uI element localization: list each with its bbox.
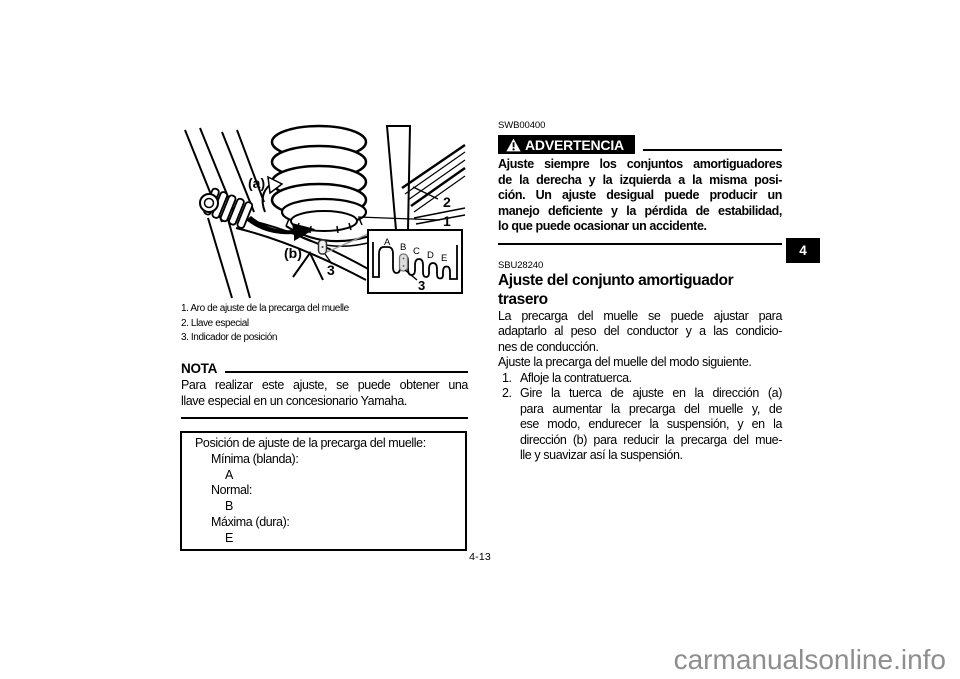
step-2-line-3: ese modo, endurecer la suspensión, y en la bbox=[520, 417, 782, 431]
section-title-line-2: trasero bbox=[498, 290, 548, 308]
warning-triangle-icon bbox=[506, 138, 521, 152]
para2-line: Ajuste la precarga del muelle del modo siguiente. bbox=[498, 355, 752, 369]
inset-position-e: E bbox=[441, 253, 448, 264]
callout-1: 1 bbox=[443, 213, 451, 229]
warning-title-box bbox=[498, 135, 635, 154]
nota-rule bbox=[225, 371, 468, 373]
section-title bbox=[498, 271, 782, 309]
label-direction-b: (b) bbox=[284, 245, 302, 261]
warning-rule bbox=[643, 149, 782, 151]
inset-position-d: D bbox=[427, 250, 434, 261]
boot-end-cap-inner bbox=[205, 199, 214, 208]
para1-line-3: nes de conducción. bbox=[498, 339, 599, 354]
step-2-line-2: para aumentar la precarga del muelle y, de bbox=[520, 401, 782, 416]
spec-row-normal-value: B bbox=[225, 499, 233, 514]
nota-header bbox=[181, 360, 468, 376]
para1-line-1: La precarga del muelle se puede ajustar para bbox=[498, 308, 782, 323]
inset-position-indicator bbox=[400, 254, 408, 271]
step-2-number: 2. bbox=[502, 386, 512, 400]
inset-connector-line bbox=[327, 234, 368, 252]
nota-paragraph bbox=[181, 378, 468, 409]
caption-2: 2. Llave especial bbox=[181, 317, 249, 329]
warning-line-2: de la derecha y la izquierda a la misma posi- bbox=[498, 172, 782, 187]
warning-header bbox=[498, 134, 782, 154]
position-inset-box bbox=[368, 230, 462, 293]
inset-position-b: B bbox=[400, 242, 407, 253]
caption-1: 1. Aro de ajuste de la precarga del muelle bbox=[181, 303, 349, 314]
nota-block bbox=[181, 360, 468, 419]
warning-title: ADVERTENCIA bbox=[525, 136, 624, 153]
step-2-line-4: dirección (b) para reducir la precarga del mue- bbox=[520, 432, 782, 447]
step-2-line-1: Gire la tuerca de ajuste en la dirección (a) bbox=[520, 386, 782, 400]
para1-line-2: adaptarlo al peso del conductor y a las condicio- bbox=[498, 324, 782, 338]
inset-callout-3: 3 bbox=[418, 278, 426, 293]
inset-position-a: A bbox=[384, 237, 391, 248]
warning-paragraph bbox=[498, 157, 782, 235]
nota-bottom-rule bbox=[181, 417, 468, 419]
position-indicator-dot bbox=[322, 246, 324, 248]
special-wrench bbox=[402, 145, 465, 224]
spec-row-min-value: A bbox=[225, 467, 233, 482]
section-title-line-1: Ajuste del conjunto amortiguador bbox=[498, 271, 734, 289]
step-1 bbox=[498, 371, 782, 387]
section-paragraph-1 bbox=[498, 309, 782, 371]
section-code: SBU28240 bbox=[498, 259, 544, 271]
warning-code: SWB00400 bbox=[498, 120, 546, 131]
warning-line-5: lo que puede ocasionar un accidente. bbox=[498, 219, 707, 233]
inset-position-c: C bbox=[413, 246, 420, 257]
chapter-tab-4: 4 bbox=[786, 238, 820, 263]
spec-row-max-label: Máxima (dura): bbox=[211, 514, 290, 529]
warning-line-3: ción. Un ajuste desigual puede producir un bbox=[498, 188, 782, 202]
shock-absorber-illustration bbox=[174, 100, 466, 300]
figure-captions bbox=[181, 302, 481, 346]
step-1-number: 1. bbox=[502, 370, 512, 385]
nota-line-2: llave especial en un concesionario Yamaha. bbox=[181, 393, 407, 408]
warning-bottom-rule bbox=[498, 243, 782, 245]
step-2-line-5: lle y suavizar así la suspensión. bbox=[520, 448, 683, 462]
spec-row-max-value: E bbox=[225, 530, 233, 545]
nota-line-1: Para realizar este ajuste, se puede obtener una bbox=[181, 378, 468, 392]
spring-preload-spec-box bbox=[180, 431, 467, 551]
vertical-frame-tube bbox=[387, 126, 410, 230]
step-2 bbox=[498, 386, 782, 464]
watermark-text: carmanualsonline.info bbox=[673, 644, 946, 675]
callout-3: 3 bbox=[327, 262, 335, 278]
warning-line-4: manejo deficiente y la pérdida de estabilidad, bbox=[498, 203, 782, 218]
right-column bbox=[498, 120, 782, 464]
warning-line-1: Ajuste siempre los conjuntos amortiguadores bbox=[498, 157, 782, 171]
spec-row-min-label: Mínima (blanda): bbox=[211, 451, 299, 466]
step-2-text bbox=[520, 386, 782, 464]
callout-2: 2 bbox=[443, 194, 451, 210]
caption-3: 3. Indicador de posición bbox=[181, 332, 278, 343]
label-direction-a: (a) bbox=[248, 175, 266, 191]
adjustment-steps bbox=[498, 371, 782, 464]
step-1-text: Afloje la contratuerca. bbox=[520, 370, 632, 385]
nota-title: NOTA bbox=[181, 361, 218, 376]
spec-row-normal-label: Normal: bbox=[211, 483, 252, 498]
spec-title: Posición de ajuste de la precarga del muelle: bbox=[195, 436, 426, 450]
page-number: 4-13 bbox=[469, 551, 491, 563]
